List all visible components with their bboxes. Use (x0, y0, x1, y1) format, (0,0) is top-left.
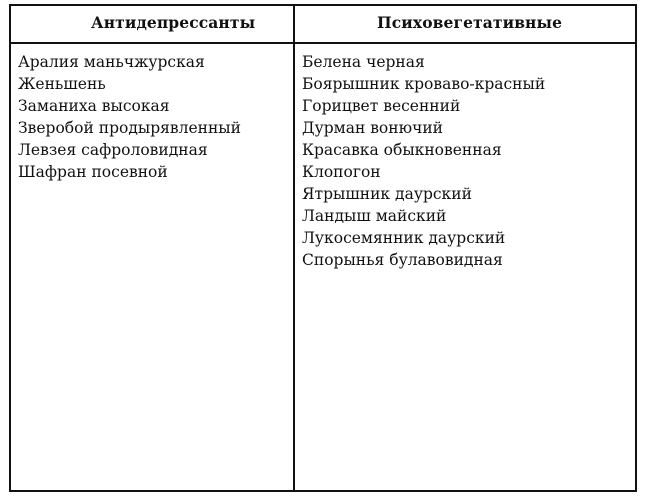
list-item: Клопогон (302, 163, 381, 181)
list-item: Ятрышник даурский (302, 185, 472, 203)
column-psychovegetative (295, 6, 635, 490)
list-item: Левзея сафроловидная (18, 141, 208, 159)
list-item: Горицвет весенний (302, 97, 461, 115)
list-item: Аралия маньчжурская (18, 53, 205, 71)
column-antidepressants (11, 6, 293, 490)
list-item: Дурман вонючий (302, 119, 443, 137)
list-item: Красавка обыкновенная (302, 141, 502, 159)
list-item: Лукосемянник даурский (302, 229, 506, 247)
plants-table (9, 4, 637, 492)
list-item: Ландыш майский (302, 207, 447, 225)
list-item: Боярышник кроваво-красный (302, 75, 546, 93)
list-item: Спорынья булавовидная (302, 251, 503, 269)
psychovegetative-list (302, 51, 545, 271)
list-item: Белена черная (302, 53, 425, 71)
list-item: Шафран посевной (18, 163, 168, 181)
column-header-psychovegetative: Психовегетативные (377, 13, 563, 32)
list-item: Женьшень (18, 75, 106, 93)
antidepressants-list (18, 51, 241, 183)
column-header-antidepressants: Антидепрессанты (91, 13, 256, 32)
list-item: Заманиха высокая (18, 97, 170, 115)
list-item: Зверобой продырявленный (18, 119, 241, 137)
